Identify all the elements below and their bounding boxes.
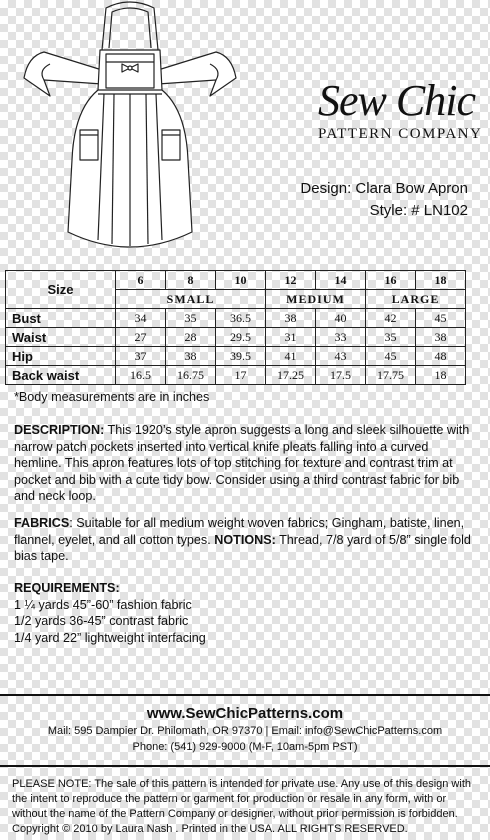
- size-column-header: 14: [316, 271, 366, 290]
- requirement-item: 1 ¼ yards 45”-60” fashion fabric: [14, 597, 192, 612]
- table-cell: 33: [316, 328, 366, 347]
- table-cell: 17.75: [366, 366, 416, 385]
- size-column-header: 10: [216, 271, 266, 290]
- table-cell: 16.5: [116, 366, 166, 385]
- mail-address: Mail: 595 Dampier Dr. Philomath, OR 97370 | Email: info@SewChicPatterns.com: [47, 725, 443, 737]
- table-row: [6, 328, 466, 347]
- table-cell: 36.5: [216, 309, 266, 328]
- size-column-header: 6: [116, 271, 166, 290]
- fabrics-notions: [14, 515, 476, 565]
- size-group-small: SMALL: [116, 290, 266, 309]
- table-cell: 31: [266, 328, 316, 347]
- table-cell: 16.75: [166, 366, 216, 385]
- size-group-medium: MEDIUM: [266, 290, 366, 309]
- size-header: Size: [6, 271, 116, 309]
- row-label: Waist: [6, 328, 116, 347]
- measurement-note: *Body measurements are in inches: [14, 390, 210, 404]
- table-cell: 41: [266, 347, 316, 366]
- table-cell: 45: [416, 309, 466, 328]
- table-row: [6, 366, 466, 385]
- fabrics-text: : Suitable for all medium weight woven fabrics; Gingham, batiste, linen, flannel, eyelet, and all cotton types.: [14, 516, 465, 547]
- table-row: [6, 309, 466, 328]
- table-cell: 18: [416, 366, 466, 385]
- phone-number: Phone: (541) 929-9000 (M-F, 10am-5pm PST): [132, 741, 358, 753]
- divider: [0, 765, 490, 767]
- table-cell: 27: [116, 328, 166, 347]
- table-cell: 29.5: [216, 328, 266, 347]
- size-column-header: 8: [166, 271, 216, 290]
- style-number: Style: # LN102: [369, 202, 468, 219]
- size-column-header: 18: [416, 271, 466, 290]
- table-cell: 43: [316, 347, 366, 366]
- description: [14, 422, 476, 505]
- copyright-notice: PLEASE NOTE: The sale of this pattern is intended for private use. Any use of this design with the intent to reproduce the pattern or garment for production or resale in any form, with or without the name of the Pattern Company or designer, without prior permission is forbidden. Copyright © 2010 by Laura Nash . Printed in the USA. ALL RIGHTS RESERVED.: [12, 778, 471, 835]
- notions-heading: NOTIONS:: [214, 532, 276, 547]
- divider: [0, 694, 490, 696]
- table-cell: 38: [266, 309, 316, 328]
- table-cell: 39.5: [216, 347, 266, 366]
- table-cell: 42: [366, 309, 416, 328]
- description-text: This 1920’s style apron suggests a long and sleek silhouette with narrow patch pockets inserted into vertical knife pleats falling into a curved hemline. This apron features lots of top stitching for texture and contrast trim at pocket and bib with a cute tidy bow. Consider using a third contrast fabric for bib and neck loop.: [14, 423, 470, 503]
- requirements-heading: REQUIREMENTS:: [14, 581, 120, 595]
- row-label: Hip: [6, 347, 116, 366]
- description-heading: DESCRIPTION:: [14, 423, 105, 437]
- design-name: Design: Clara Bow Apron: [300, 180, 468, 197]
- logo-script: Sew Chic: [318, 76, 475, 125]
- table-cell: 17: [216, 366, 266, 385]
- table-row: [6, 347, 466, 366]
- table-cell: 17.25: [266, 366, 316, 385]
- notions-text: Thread, 7/8 yard of 5/8” single fold bias tape.: [14, 532, 471, 563]
- logo: [318, 76, 483, 143]
- size-chart: [5, 270, 466, 385]
- table-cell: 35: [366, 328, 416, 347]
- logo-caps: PATTERN COMPANY: [318, 126, 483, 142]
- table-cell: 45: [366, 347, 416, 366]
- size-group-large: LARGE: [366, 290, 466, 309]
- table-cell: 28: [166, 328, 216, 347]
- table-cell: 38: [416, 328, 466, 347]
- table-cell: 38: [166, 347, 216, 366]
- table-cell: 40: [316, 309, 366, 328]
- table-cell: 17.5: [316, 366, 366, 385]
- row-label: Back waist: [6, 366, 116, 385]
- size-column-header: 16: [366, 271, 416, 290]
- apron-illustration: [10, 0, 250, 262]
- requirements: [14, 580, 476, 646]
- size-column-header: 12: [266, 271, 316, 290]
- table-cell: 35: [166, 309, 216, 328]
- requirement-item: 1/2 yards 36-45” contrast fabric: [14, 614, 189, 628]
- fabrics-heading: FABRICS: [14, 516, 70, 530]
- row-label: Bust: [6, 309, 116, 328]
- table-cell: 48: [416, 347, 466, 366]
- website-link[interactable]: www.SewChicPatterns.com: [146, 705, 344, 722]
- table-cell: 37: [116, 347, 166, 366]
- table-cell: 34: [116, 309, 166, 328]
- requirement-item: 1/4 yard 22” lightweight interfacing: [14, 630, 206, 645]
